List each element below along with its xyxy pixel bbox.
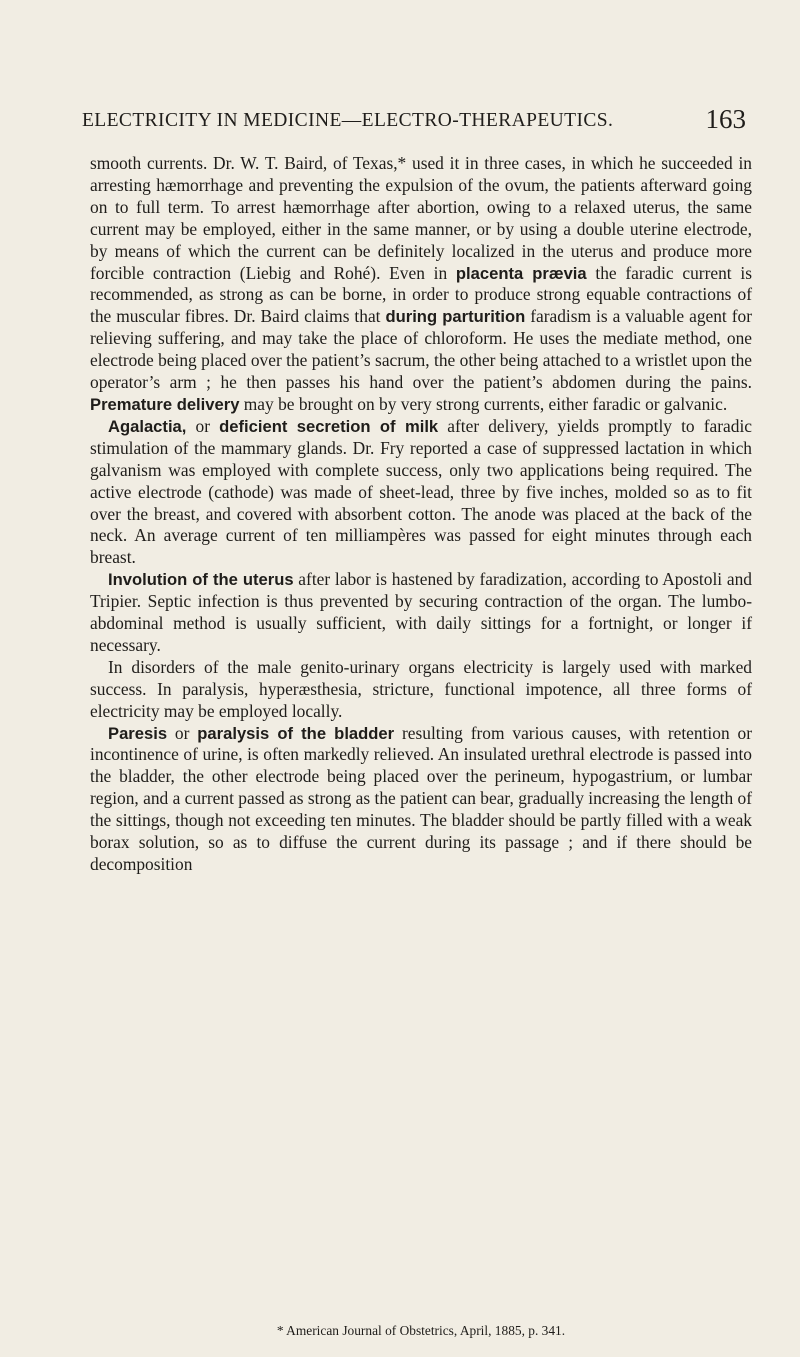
side-heading-paralysis-bladder: paralysis of the bladder <box>197 723 395 743</box>
side-heading-involution: Involution of the uterus <box>108 570 294 590</box>
text-run: resulting from various causes, with retention or incontinence of urine, is often markedly relieved. An insulated urethral electrode is passed into the bladder, the other electrode being placed over the perineum, hypogastrium, or lumbar region, and a current passed as strong as the patient can bear, gradually increasing the length of the sittings, though not exceeding ten minutes. The bladder should be partly filled with a weak borax solution, so as to diffuse the current during its passage ; and if there should be decomposition <box>90 722 752 874</box>
paragraph-involution <box>90 569 752 657</box>
paragraph-placenta <box>90 153 752 416</box>
footnote: * American Journal of Obstetrics, April, 1885, p. 341. <box>276 1323 566 1338</box>
text-run: after labor is hastened by faradization, according to Apostoli and Tripier. Septic infection is thus prevented by securing contraction of the organ. The lumbo-abdominal method is usually sufficient, with daily sittings for a fortnight, or longer if necessary. <box>90 569 752 655</box>
side-heading-agalactia: Agalactia, <box>108 416 187 436</box>
text-run: or <box>167 722 198 743</box>
paragraph-bladder <box>90 723 752 876</box>
page-number: 163 <box>705 104 746 134</box>
text-run: smooth currents. Dr. W. T. Baird, of Texas,* used it in three cases, in which he succeeded in arresting hæmorrhage and preventing the expulsion of the ovum, the patients afterward going on to full term. To arrest hæmorrhage after abortion, owing to a relaxed uterus, the same current may be employed, either in the same manner, or by using a double uterine electrode, by means of which the current can be definitely localized in the uterus and produce more forcible contraction (Liebig and Rohé). Even in <box>90 153 752 283</box>
paragraph-genito-urinary <box>90 657 752 723</box>
side-heading-paresis: Paresis <box>108 723 168 743</box>
side-heading-placenta-praevia: placenta prævia <box>455 263 587 283</box>
body-text <box>90 153 752 876</box>
text-run: may be brought on by very strong currents, either faradic or galvanic. <box>239 393 728 414</box>
text-run: In disorders of the male genito-urinary organs electricity is largely used with marked success. In paralysis, hyperæsthesia, stricture, functional impotence, all three forms of electricity may be employed locally. <box>90 656 752 721</box>
text-run: or <box>186 415 220 436</box>
text-run: faradism is a valuable agent for relieving suffering, and may take the place of chloroform. He uses the mediate method, one electrode being placed over the patient’s sacrum, the other being attached to a wristlet upon the operator’s arm ; he then passes his hand over the patient’s abdomen during the pains. <box>90 306 752 393</box>
side-heading-premature-delivery: Premature delivery <box>90 394 240 414</box>
text-run: the faradic current is recommended, as strong as can be borne, in order to produce strong equable contractions of the muscular fibres. Dr. Baird claims that <box>90 262 752 327</box>
running-head: ELECTRICITY IN MEDICINE—ELECTRO-THERAPEUTICS. <box>82 110 614 131</box>
page-header <box>82 104 746 138</box>
text-run: after delivery, yields promptly to faradic stimulation of the mammary glands. Dr. Fry reported a case of suppressed lactation in which galvanism was employed with complete success, only two applications being required. The active electrode (cathode) was made of sheet-lead, three by five inches, molded so as to fit over the breast, and covered with absorbent cotton. The anode was placed at the back of the neck. An average current of ten milliampères was passed for eight minutes through each breast. <box>90 415 752 568</box>
paragraph-agalactia <box>90 416 752 569</box>
side-heading-during-parturition: during parturition <box>385 307 526 327</box>
side-heading-deficient-secretion: deficient secretion of milk <box>219 416 439 436</box>
